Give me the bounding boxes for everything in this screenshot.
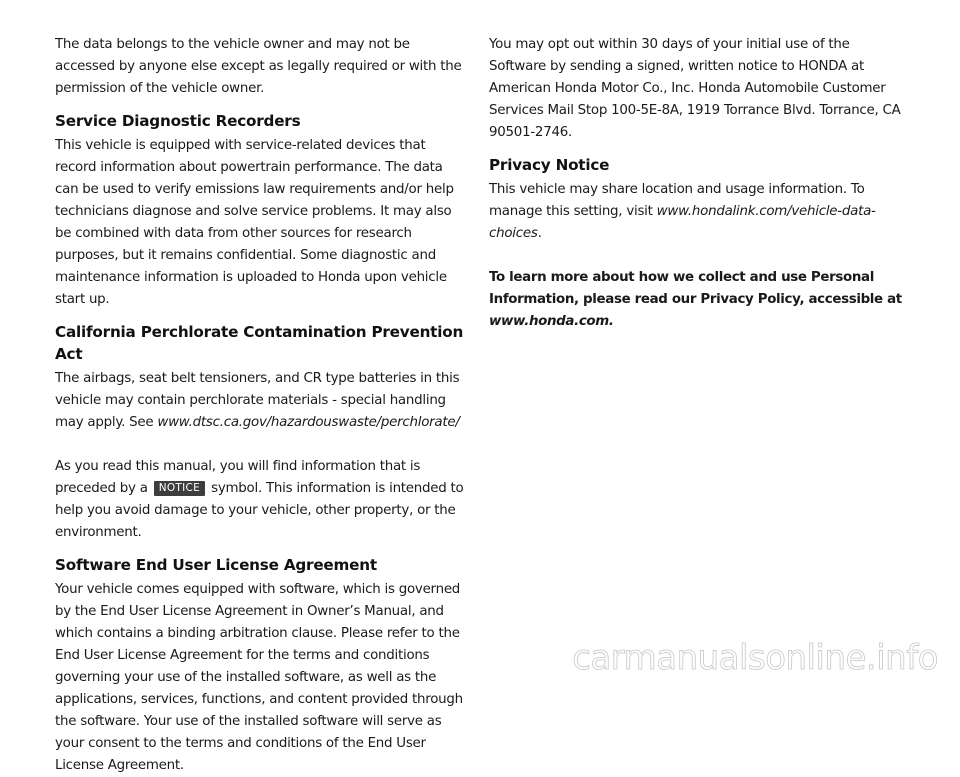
service-diagnostic-heading: Service Diagnostic Recorders (55, 112, 301, 130)
honda-link[interactable]: www.honda.com. (489, 314, 614, 329)
notice-paragraph (55, 456, 467, 544)
perchlorate-paragraph (55, 368, 467, 434)
notice-text-after: symbol. This information is intended to help you avoid damage to your vehicle, other property, or the environment. (55, 481, 464, 540)
watermark-text: carmanualsonline.info (572, 638, 938, 678)
privacy-notice-paragraph (489, 179, 904, 245)
notice-badge: NOTICE (154, 481, 205, 496)
learn-more-paragraph (489, 267, 904, 333)
perchlorate-heading: California Perchlorate Contamination Prevention Act (55, 323, 464, 363)
left-column (55, 34, 467, 777)
privacy-text-end: . (537, 226, 542, 241)
intro-paragraph: The data belongs to the vehicle owner and may not be accessed by anyone else except as legally required or with the permission of the vehicle owner. (55, 37, 462, 96)
service-diagnostic-paragraph: This vehicle is equipped with service-related devices that record information about powertrain performance. The data can be used to verify emissions law requirements and/or help technicians diagnose and solve service problems. It may also be combined with data from other sources for research purposes, but it remains confidential. Some diagnostic and maintenance information is uploaded to Honda upon vehicle start up. (55, 138, 454, 307)
software-license-heading: Software End User License Agreement (55, 556, 377, 574)
perchlorate-text: The airbags, seat belt tensioners, and CR type batteries in this vehicle may contain perchlorate materials - special handling may apply. See (55, 371, 460, 430)
privacy-notice-heading: Privacy Notice (489, 156, 610, 174)
opt-out-paragraph: You may opt out within 30 days of your initial use of the Software by sending a signed, written notice to HONDA at American Honda Motor Co., Inc. Honda Automobile Customer Services Mail Stop 100-5E-8A, 1919 Torrance Blvd. Torrance, CA 90501-2746. (489, 37, 901, 140)
notice-text-before: As you read this manual, you will find information that is preceded by a (55, 459, 421, 496)
hondalink-link[interactable]: www.hondalink.com/vehicle-data-choices (489, 204, 876, 241)
software-license-paragraph: Your vehicle comes equipped with software, which is governed by the End User License Agreement in Owner’s Manual, and which contains a binding arbitration clause. Please refer to the End User License Agreement for the terms and conditions governing your use of the installed software, as well as the applications, services, functions, and content provided through the software. Your use of the installed software will serve as your consent to the terms and conditions of the End User License Agreement. (55, 582, 463, 773)
learn-more-text: To learn more about how we collect and use Personal Information, please read our Privacy Policy, accessible at (489, 270, 902, 307)
right-column (489, 34, 904, 333)
perchlorate-link[interactable]: www.dtsc.ca.gov/hazardouswaste/perchlorate/ (157, 415, 460, 430)
privacy-text: This vehicle may share location and usage information. To manage this setting, visit (489, 182, 865, 219)
